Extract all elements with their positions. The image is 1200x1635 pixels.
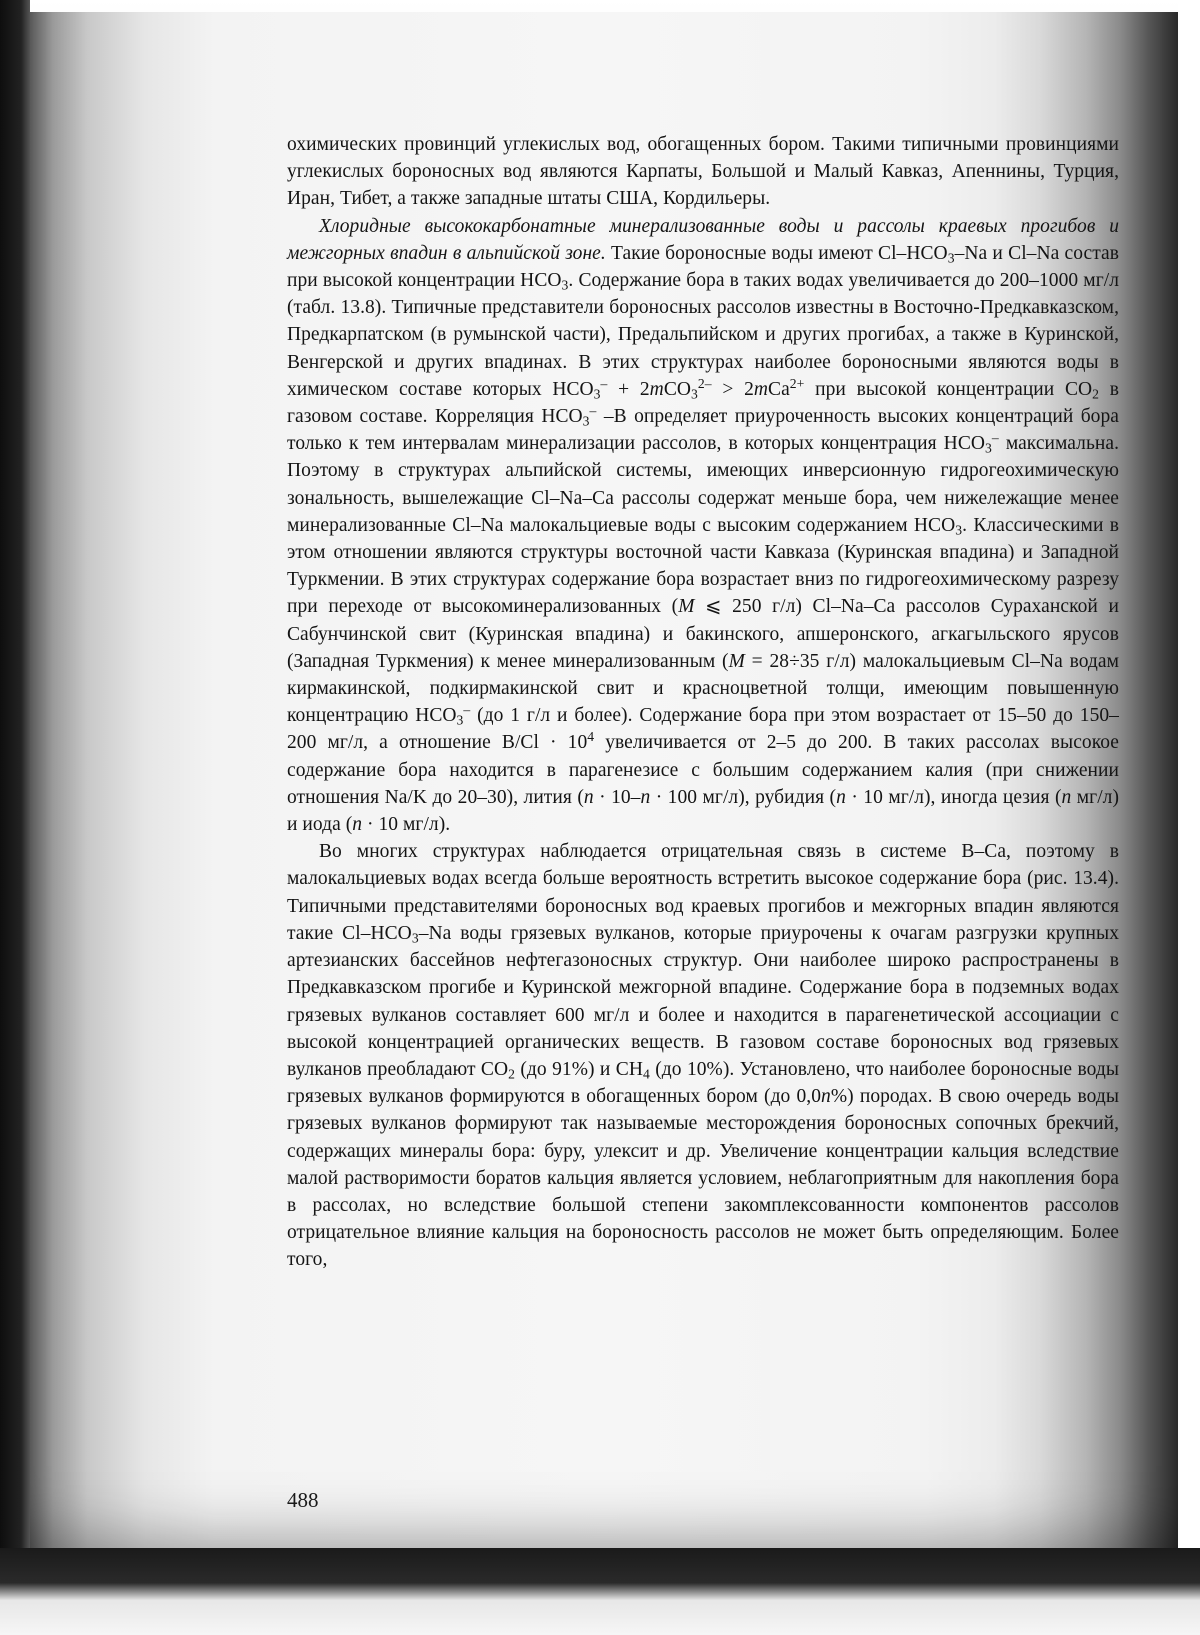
p2-sup: 2– bbox=[698, 376, 712, 391]
p2-t12: . Классическими в этом отношении являются структуры восточной части Кавказа (Куринская впадина) и Западной Туркмении. В этих структурах содержание бора возрастает вниз по гидрогеохимическому разрезу при переходе от высокоминерализованных ( bbox=[287, 515, 1119, 618]
p2-var: n bbox=[1062, 787, 1072, 808]
p2-t7: Ca bbox=[768, 379, 790, 400]
p2-sub: 3 bbox=[985, 441, 992, 456]
scan-right-margin bbox=[1178, 0, 1200, 1635]
p2-sub: 3 bbox=[457, 713, 464, 728]
scan-left-edge bbox=[0, 0, 30, 1635]
p3-var: n bbox=[821, 1086, 831, 1107]
p2-sup: – bbox=[601, 376, 608, 391]
p3-t3: (до 91%) и CH bbox=[515, 1059, 643, 1080]
book-page bbox=[30, 12, 1178, 1548]
p2-t13: ⩽ 250 г/л) Cl–Na–Ca рассолов Сураханской и Сабунчинской свит (Куринская впадина) и бакинского, апшеронского, агкагыльского ярусов (Западная Туркмения) к менее минерализованным ( bbox=[287, 596, 1119, 671]
p2-var: M bbox=[729, 651, 745, 672]
p3-t5: %) породах. В свою очередь воды грязевых вулканов формируют так называемые месторождения бороносных сопочных брекчий, содержащих минералы бора: буру, улексит и др. Увеличение концентрации кальция вследствие малой растворимости боратов кальция является условием, неблагоприятным для накопления бора в рассолах, но вследствие большой степени закомплексованности компонентов рассолов отрицательное влияние кальция на бороносность рассолов не может быть определяющим. Более того, bbox=[287, 1086, 1119, 1270]
p2-t11: максимальна. Поэтому в структурах альпийской системы, имеющих инверсионную гидрогеохимическую зональность, вышележащие Cl–Na–Ca рассолы содержат меньше бора, чем нижележащие менее минерализованные Cl–Na малокальциевые воды с высоким содержанием HCO bbox=[287, 433, 1119, 536]
p2-sup: – bbox=[992, 430, 999, 445]
p2-sub: 3 bbox=[948, 250, 955, 265]
p2-sub: 3 bbox=[583, 413, 590, 428]
p2-t8: при высокой концентрации CO bbox=[804, 379, 1092, 400]
p2-t18: · 100 мг/л), рубидия ( bbox=[650, 787, 836, 808]
p2-sub: 3 bbox=[594, 386, 601, 401]
p2-sup: 4 bbox=[587, 730, 594, 745]
p3-sub: 4 bbox=[643, 1066, 650, 1081]
p2-sup: – bbox=[463, 702, 470, 717]
p2-sup: 2+ bbox=[790, 376, 805, 391]
p2-t5: CO bbox=[664, 379, 691, 400]
p2-var: n bbox=[836, 787, 846, 808]
p2-t2: –Na и Cl–Na состав при высокой концентрации HCO bbox=[287, 243, 1119, 291]
p1-text: охимических провинций углекислых вод, обогащенных бором. Такими типичными провинциями углекислых бороносных вод являются Карпаты, Большой и Малый Кавказ, Апеннины, Турция, Иран, Тибет, а также западные штаты США, Кордильеры. bbox=[287, 134, 1119, 209]
p2-t21: · 10 мг/л). bbox=[362, 814, 450, 835]
p2-var: m bbox=[650, 379, 664, 400]
p2-var: m bbox=[754, 379, 768, 400]
paragraph-3 bbox=[287, 838, 1119, 1273]
page-number: 488 bbox=[287, 1488, 319, 1513]
p2-var: n bbox=[584, 787, 594, 808]
paragraph-2 bbox=[287, 213, 1119, 839]
p2-t4: + 2 bbox=[607, 379, 649, 400]
p2-sub: 2 bbox=[1092, 386, 1099, 401]
body-text bbox=[287, 131, 1119, 1274]
p2-t15: (до 1 г/л и более). Содержание бора при этом возрастает от 15–50 до 150–200 мг/л, а отношение B/Cl · 10 bbox=[287, 705, 1119, 753]
section-heading: Хлоридные высококарбонатные минерализованные воды и рассолы краевых прогибов и межгорных впадин в альпийской зоне. bbox=[287, 216, 1119, 264]
p3-t4: (до 10%). Установлено, что наиболее бороносные воды грязевых вулканов формируются в обогащенных бором (до 0,0 bbox=[287, 1059, 1119, 1107]
p3-t1: Во многих структурах наблюдается отрицательная связь в системе B–Ca, поэтому в малокальциевых водах всегда больше вероятность встретить высокое содержание бора (рис. 13.4). Типичными представителями бороносных вод краевых прогибов и межгорных впадин являются такие Cl–HCO bbox=[287, 841, 1119, 944]
p2-t10: –B определяет приуроченность высоких концентраций бора только к тем интервалам минерализации рассолов, в которых концентрация HCO bbox=[287, 406, 1119, 454]
p2-sub: 3 bbox=[562, 277, 569, 292]
p2-t20: мг/л) и иода ( bbox=[287, 787, 1119, 835]
paragraph-1 bbox=[287, 131, 1119, 213]
p2-t19: · 10 мг/л), иногда цезия ( bbox=[846, 787, 1062, 808]
p2-t3: . Содержание бора в таких водах увеличивается до 200–1000 мг/л (табл. 13.8). Типичные представители бороносных рассолов известны в Восточно-Предкавказском, Предкарпатском (в румынской части), Предальпийском и других прогибах, а также в Куринской, Венгерской и других впадинах. В этих структурах наиболее бороносными являются воды в химическом составе которых HCO bbox=[287, 270, 1119, 400]
p2-sup: – bbox=[590, 403, 597, 418]
scan-bottom-edge bbox=[0, 1548, 1200, 1635]
p2-t9: в газовом составе. Корреляция HCO bbox=[287, 379, 1119, 427]
p2-sub: 3 bbox=[955, 522, 962, 537]
p2-var: M bbox=[678, 596, 694, 617]
p2-t1: Такие бороносные воды имеют Cl–HCO bbox=[606, 243, 948, 264]
p2-t14: = 28÷35 г/л) малокальциевым Cl–Na водам кирмакинской, подкирмакинской свит и красноцветной толщи, имеющим повышенную концентрацию HCO bbox=[287, 651, 1119, 726]
p3-sub: 2 bbox=[508, 1066, 515, 1081]
p2-sub: 3 bbox=[691, 386, 698, 401]
p2-var: n bbox=[352, 814, 362, 835]
p2-t6: > 2 bbox=[712, 379, 754, 400]
p2-var: n bbox=[640, 787, 650, 808]
p2-t17: · 10– bbox=[594, 787, 641, 808]
p3-sub: 3 bbox=[412, 930, 419, 945]
p2-t16: увеличивается от 2–5 до 200. В таких рассолах высокое содержание бора находится в парагенезисе с большим содержанием калия (при снижении отношения Na/K до 20–30), лития ( bbox=[287, 732, 1119, 807]
p3-t2: –Na воды грязевых вулканов, которые приурочены к очагам разгрузки крупных артезианских бассейнов нефтегазоносных структур. Они наиболее широко распространены в Предкавказском прогибе и Куринской межгорной впадине. Содержание бора в подземных водах грязевых вулканов составляет 600 мг/л и более и находится в парагенетической ассоциации с высокой концентрацией органических веществ. В газовом составе бороносных вод грязевых вулканов преобладают CO bbox=[287, 923, 1119, 1080]
